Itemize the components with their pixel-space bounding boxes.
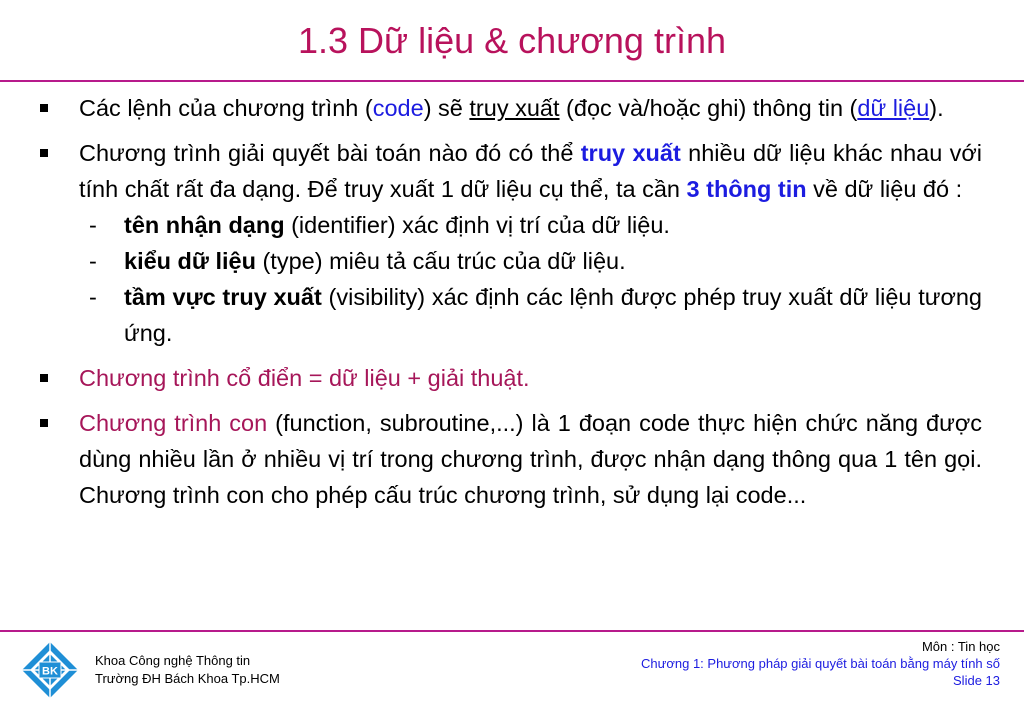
university-name: Trường ĐH Bách Khoa Tp.HCM	[95, 671, 280, 686]
bullet-1-text-3: (đọc và/hoặc ghi) thông tin (	[559, 95, 858, 121]
sub-item	[40, 279, 982, 351]
truy-xuat-bold: truy xuất	[580, 140, 681, 166]
slide-content	[40, 90, 982, 522]
slide-title: 1.3 Dữ liệu & chương trình	[297, 20, 726, 61]
bullet-4	[40, 405, 982, 513]
sub-dash: -	[89, 212, 97, 238]
bullet-1-text-1: Các lệnh của chương trình (	[79, 95, 373, 121]
bullet-2-text-1: Chương trình giải quyết bài toán nào đó có thể	[79, 140, 581, 166]
top-divider	[0, 80, 1024, 82]
bullet-4-text: (function, subroutine,...) là 1 đoạn code thực hiện chức năng được dùng nhiều lần ở nhiều vị trí trong chương trình, được nhận dạng thông qua 1 tên gọi. Chương trình con cho phép cấu trúc chương trình, sử dụng lại code...	[79, 410, 982, 508]
chapter-label: Chương 1: Phương pháp giải quyết bài toán bằng máy tính số	[641, 656, 1000, 671]
bullet-square-icon	[40, 149, 48, 157]
du-lieu-term: dữ liệu	[857, 95, 930, 121]
bullet-2-text-3: về dữ liệu đó :	[806, 176, 963, 202]
bottom-divider	[0, 630, 1024, 632]
bullet-1	[40, 90, 982, 126]
bullet-1-text-4: ).	[929, 95, 944, 121]
bullet-2-text-2: nhiều dữ liệu khác nhau với tính chất rất đa dạng. Để truy xuất 1 dữ liệu cụ thể, ta cần	[79, 140, 983, 202]
sub-item	[40, 243, 982, 279]
bullet-3	[40, 360, 982, 396]
sub-item-desc: (type) miêu tả cấu trúc của dữ liệu.	[255, 248, 626, 274]
three-info-term: 3 thông tin	[686, 176, 807, 202]
bullet-3-text: Chương trình cổ điển = dữ liệu + giải thuật.	[79, 365, 530, 391]
footer-organization	[95, 652, 280, 688]
bullet-2	[40, 135, 982, 207]
bullet-square-icon	[40, 419, 48, 427]
sub-item	[40, 207, 982, 243]
bullet-square-icon	[40, 374, 48, 382]
footer-slide-info	[641, 638, 1000, 689]
sub-item-term: kiểu dữ liệu	[124, 248, 256, 274]
bullet-square-icon	[40, 104, 48, 112]
subject-label: Môn : Tin học	[921, 639, 1000, 654]
sub-dash: -	[89, 248, 97, 274]
faculty-name: Khoa Công nghệ Thông tin	[95, 653, 251, 668]
sub-item-term: tên nhận dạng	[124, 212, 285, 238]
sub-item-desc: (identifier) xác định vị trí của dữ liệu.	[284, 212, 670, 238]
bk-logo-icon	[20, 640, 80, 700]
sub-dash: -	[89, 284, 97, 310]
subroutine-term: Chương trình con	[79, 410, 268, 436]
logo-text: BK	[42, 665, 58, 678]
bullet-1-text-2: ) sẽ	[423, 95, 470, 121]
slide-number: Slide 13	[953, 673, 1000, 688]
truy-xuat-term: truy xuất	[469, 95, 560, 121]
sub-item-desc: (visibility) xác định các lệnh được phép truy xuất dữ liệu tương ứng.	[124, 284, 983, 346]
code-term: code	[372, 95, 424, 121]
sub-item-term: tầm vực truy xuất	[124, 284, 322, 310]
